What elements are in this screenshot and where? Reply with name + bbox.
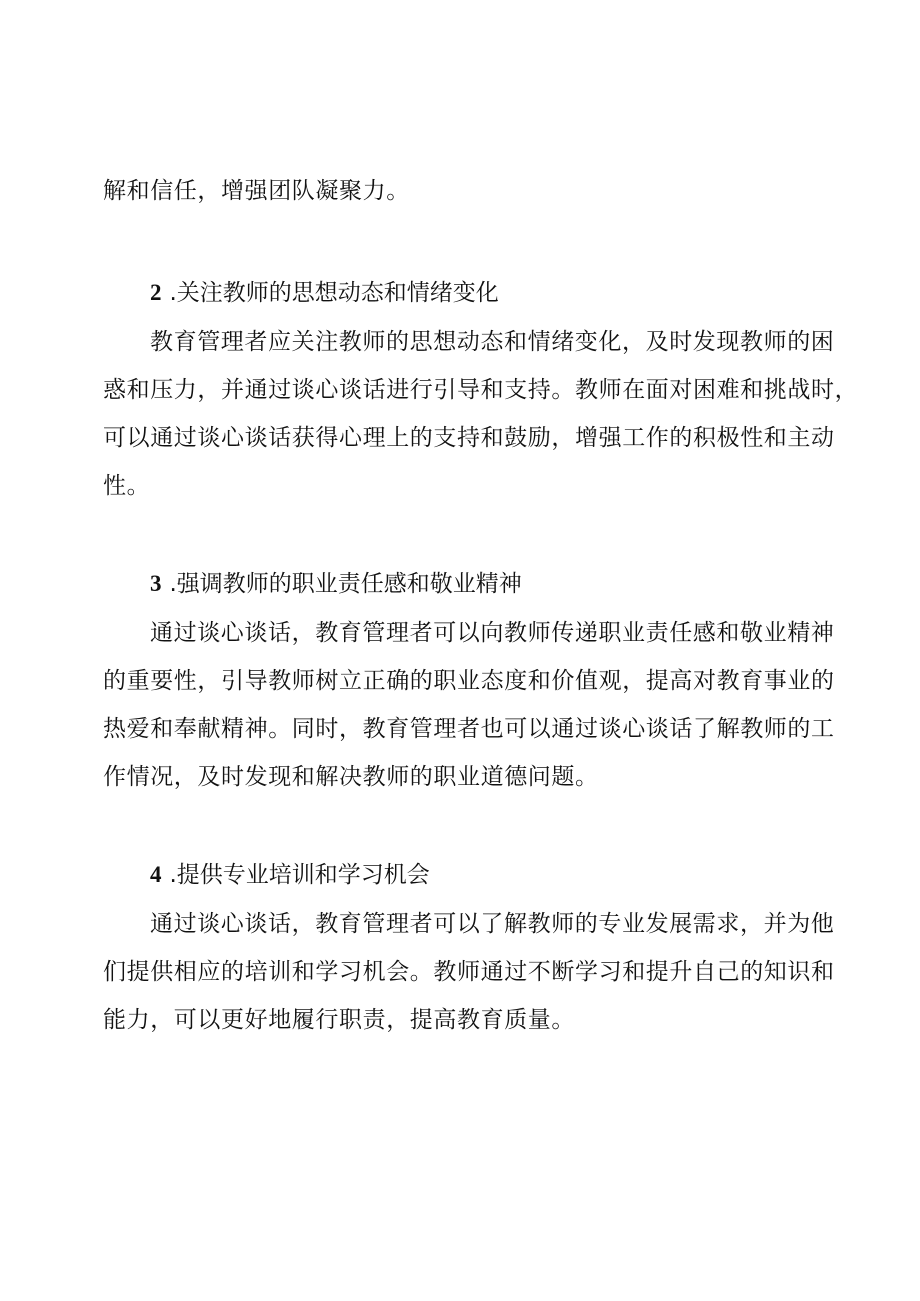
paragraph-line: 通过谈心谈话，教育管理者可以了解教师的专业发展需求，并为他 (150, 911, 835, 937)
paragraph-line: 惑和压力，并通过谈心谈话进行引导和支持。教师在面对困难和挑战时， (103, 377, 859, 403)
paragraph-line: 能力，可以更好地履行职责，提高教育质量。 (103, 1007, 575, 1033)
paragraph-line: 性。 (103, 473, 151, 499)
paragraph-line: 可以通过谈心谈话获得心理上的支持和鼓励，增强工作的积极性和主动 (103, 425, 835, 451)
section-title: .强调教师的职业责任感和敬业精神 (169, 571, 522, 597)
paragraph-line: 通过谈心谈话，教育管理者可以向教师传递职业责任感和敬业精神 (150, 620, 835, 646)
section-title: .关注教师的思想动态和情绪变化 (169, 280, 499, 306)
section-title: .提供专业培训和学习机会 (169, 862, 430, 888)
section-number: 4 (150, 862, 162, 887)
paragraph-line: 作情况，及时发现和解决教师的职业道德问题。 (103, 764, 599, 790)
section-number: 3 (150, 571, 162, 596)
paragraph-line: 的重要性，引导教师树立正确的职业态度和价值观，提高对教育事业的 (103, 668, 835, 694)
section-heading-4 (150, 859, 430, 891)
section-heading-3 (150, 568, 522, 600)
continuation-line: 解和信任，增强团队凝聚力。 (103, 178, 410, 204)
paragraph-line: 教育管理者应关注教师的思想动态和情绪变化，及时发现教师的困 (150, 329, 835, 355)
section-heading-2 (150, 277, 499, 309)
paragraph-line: 们提供相应的培训和学习机会。教师通过不断学习和提升自己的知识和 (103, 959, 835, 985)
paragraph-line: 热爱和奉献精神。同时，教育管理者也可以通过谈心谈话了解教师的工 (103, 716, 835, 742)
section-number: 2 (150, 280, 162, 305)
